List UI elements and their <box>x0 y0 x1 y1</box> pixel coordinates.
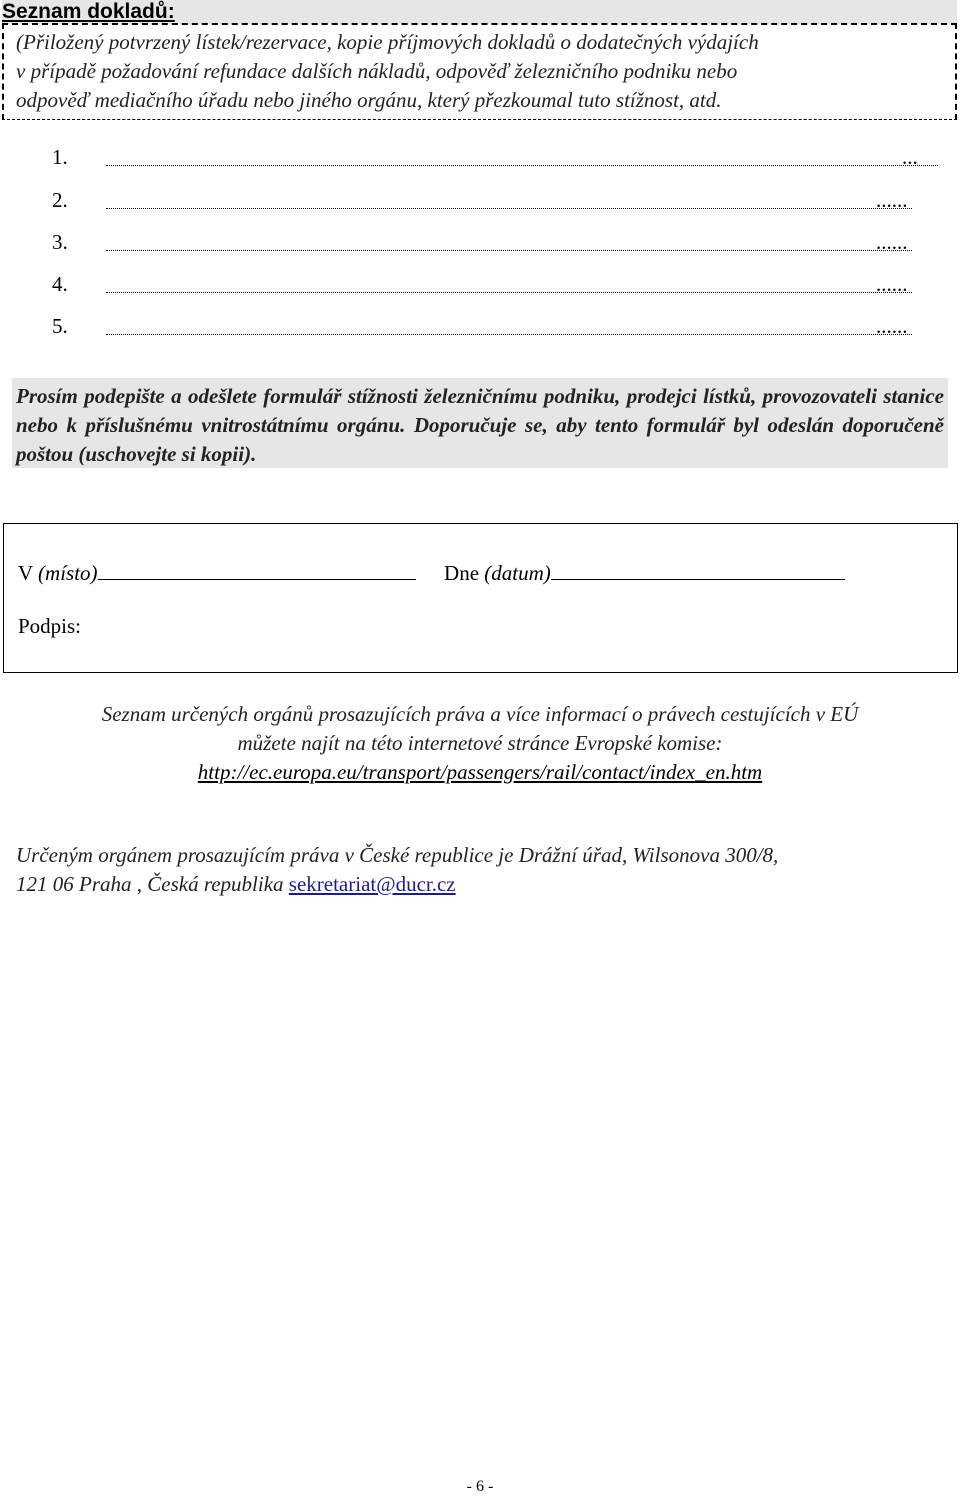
item-number: 2. <box>52 188 68 212</box>
item-number: 3. <box>52 230 68 254</box>
intro-line: (Přiložený potvrzený lístek/rezervace, kopie příjmových dokladů o dodatečných výdajích <box>16 30 759 54</box>
documents-heading: Seznam dokladů: <box>2 0 957 24</box>
date-label: (datum) <box>484 561 551 585</box>
send-instructions <box>12 378 948 468</box>
authority-line: Určeným orgánem prosazujícím práva v České republice je Drážní úřad, Wilsonova 300/8, <box>16 843 779 867</box>
authorities-info <box>0 700 960 787</box>
commission-link[interactable]: http://ec.europa.eu/transport/passengers/rail/contact/index_en.htm <box>197 760 763 784</box>
page-number: - 6 - <box>466 1478 494 1495</box>
item-tail: ...... <box>876 314 908 338</box>
info-line: Seznam určených orgánů prosazujících práva a více informací o právech cestujících v EÚ <box>101 702 859 726</box>
signature-box <box>3 523 958 673</box>
dotted-line[interactable] <box>106 250 912 251</box>
place-prefix: V <box>18 561 33 585</box>
signature-label: Podpis: <box>18 614 82 638</box>
dotted-line[interactable] <box>106 292 912 293</box>
item-tail: ...... <box>876 188 908 212</box>
date-prefix: Dne <box>444 561 480 585</box>
authority-email-link[interactable]: sekretariat@ducr.cz <box>288 872 456 896</box>
document-item-1 <box>52 145 952 185</box>
document-item-5 <box>52 314 952 354</box>
place-label: (místo) <box>38 561 98 585</box>
dotted-line[interactable] <box>106 165 938 166</box>
document-item-3 <box>52 230 952 270</box>
send-instructions-text: Prosím podepište a odešlete formulář stížnosti železničnímu podniku, prodejci lístků, provozovateli stanice nebo k příslušnému vnitrostátnímu orgánu. Doporučuje se, aby tento formulář byl odeslán doporučeně poštou (uschovejte si kopii). <box>16 384 944 466</box>
item-number: 5. <box>52 314 68 338</box>
place-date-row <box>18 559 845 586</box>
document-item-2 <box>52 188 952 228</box>
item-tail: ... <box>902 145 918 169</box>
dotted-line[interactable] <box>106 334 912 335</box>
intro-line: odpověď mediačního úřadu nebo jiného orgánu, který přezkoumal tuto stížnost, atd. <box>16 88 722 112</box>
authority-address: 121 06 Praha , Česká republika <box>16 872 289 896</box>
dotted-line[interactable] <box>106 208 912 209</box>
place-field[interactable] <box>98 559 416 580</box>
item-number: 1. <box>52 145 68 169</box>
authority-line-2 <box>16 870 946 899</box>
intro-line: v případě požadování refundace dalších nákladů, odpověď železničního podniku nebo <box>16 59 738 83</box>
item-tail: ...... <box>876 230 908 254</box>
item-number: 4. <box>52 272 68 296</box>
item-tail: ...... <box>876 272 908 296</box>
info-line: můžete najít na této internetové stránce Evropské komise: <box>237 731 723 755</box>
documents-intro <box>16 28 936 115</box>
document-item-4 <box>52 272 952 312</box>
czech-authority <box>16 841 946 899</box>
date-field[interactable] <box>551 559 845 580</box>
